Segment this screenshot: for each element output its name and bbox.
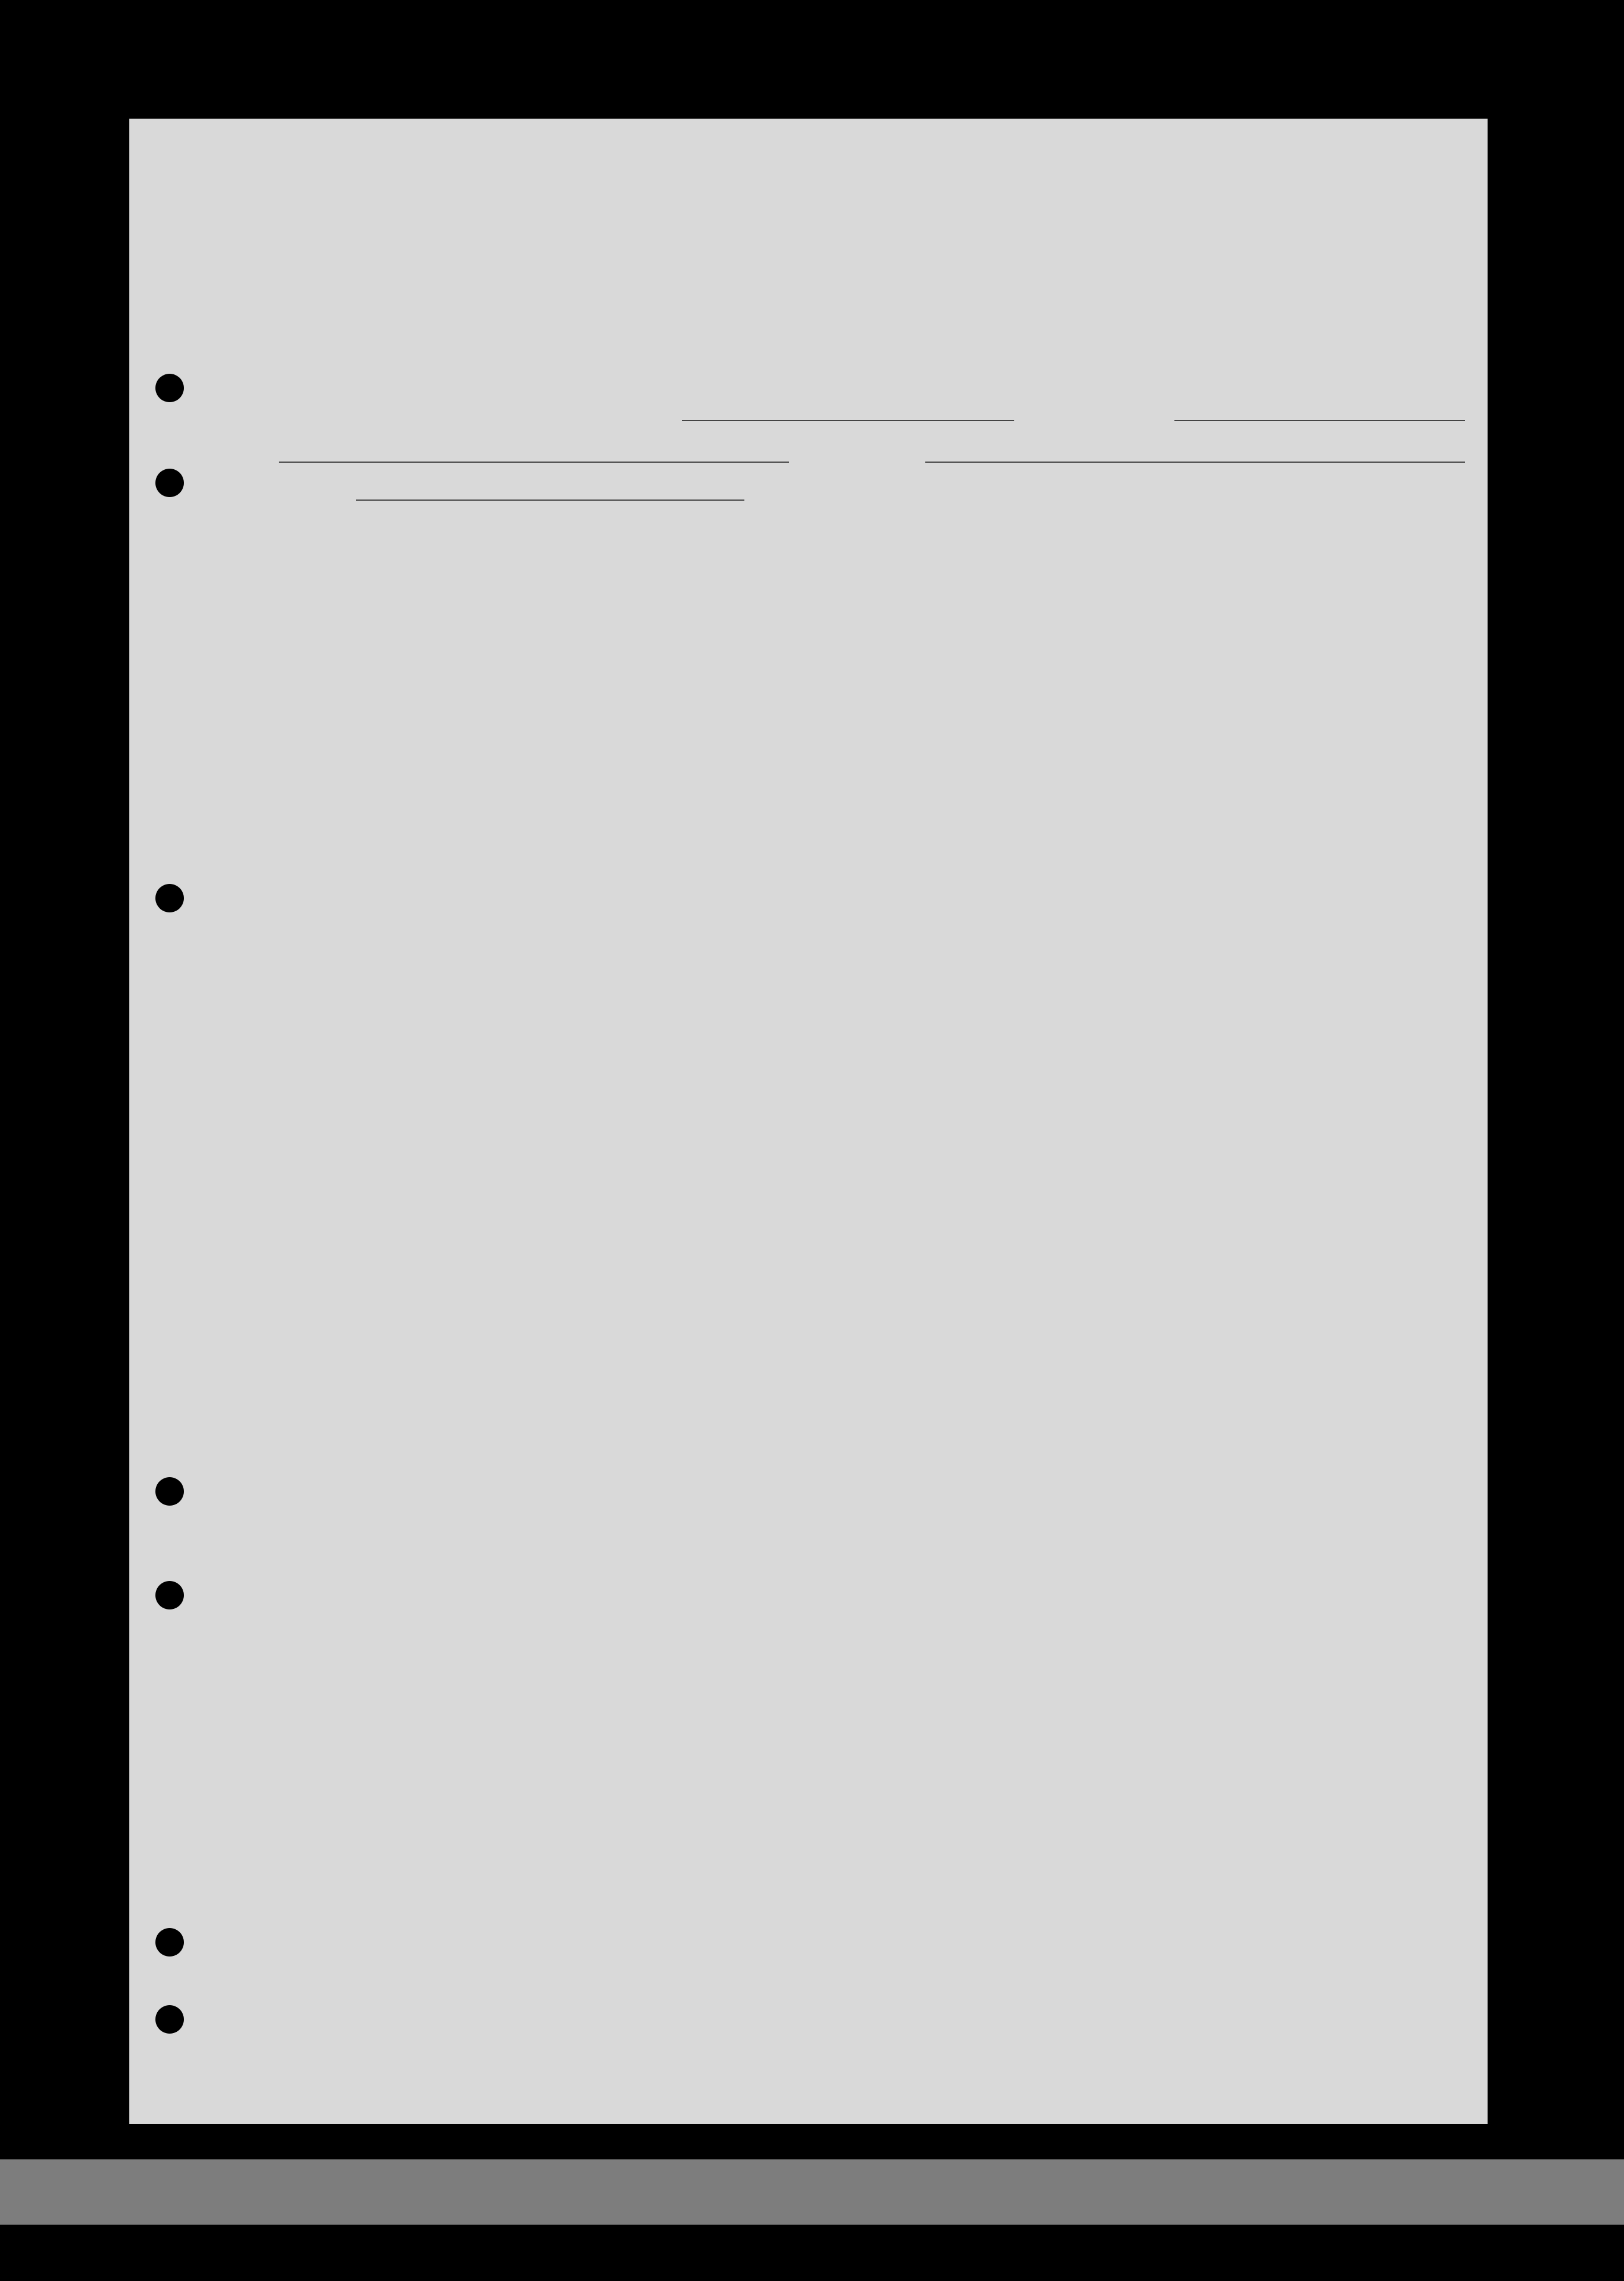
scanner-band bbox=[0, 2159, 1624, 2225]
punch-hole bbox=[155, 884, 184, 912]
punch-hole bbox=[155, 1477, 184, 1506]
punch-hole bbox=[155, 469, 184, 497]
punch-hole bbox=[155, 1581, 184, 1609]
punch-hole bbox=[155, 374, 184, 402]
punch-hole bbox=[155, 1928, 184, 1956]
crew-list-sheet bbox=[129, 119, 1488, 2124]
punch-hole bbox=[155, 2005, 184, 2034]
